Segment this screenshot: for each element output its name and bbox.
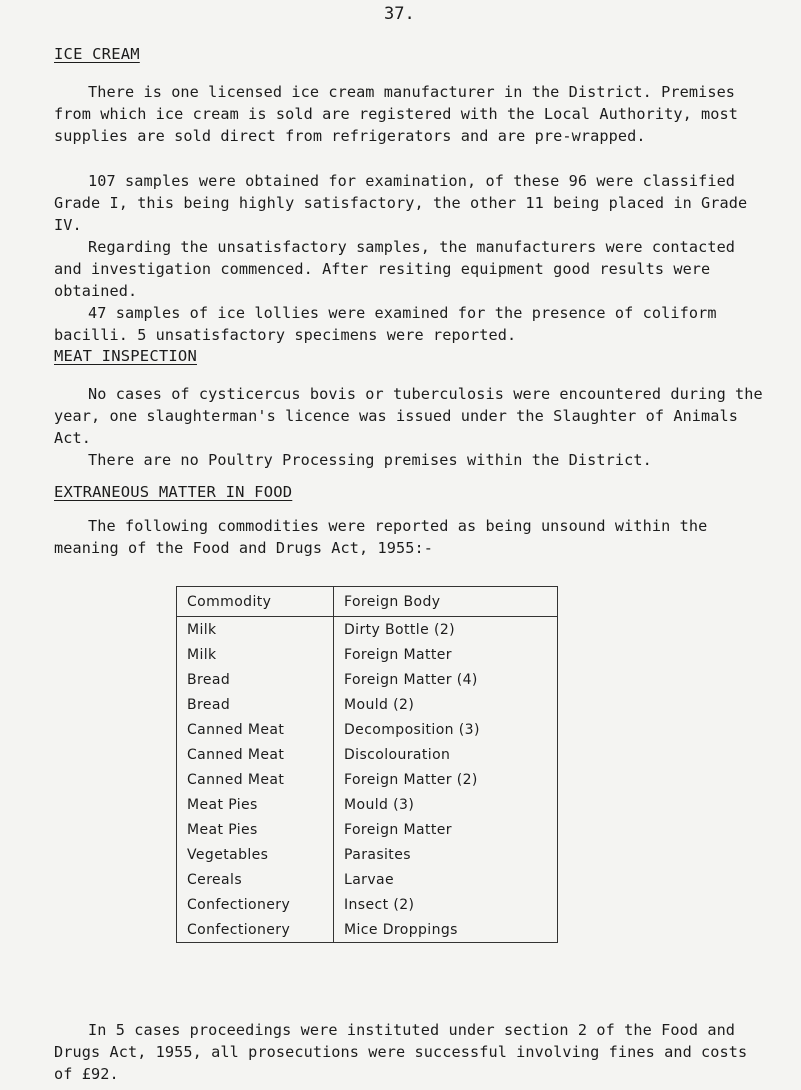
commodity-cell: Confectionery: [177, 917, 334, 943]
header-foreign-body: Foreign Body: [334, 587, 558, 617]
foreign-body-cell: Mould (2): [334, 692, 558, 717]
foreign-body-cell: Discolouration: [334, 742, 558, 767]
commodity-cell: Milk: [177, 617, 334, 643]
commodity-cell: Cereals: [177, 867, 334, 892]
commodity-cell: Meat Pies: [177, 817, 334, 842]
commodity-cell: Bread: [177, 667, 334, 692]
table-row: [177, 892, 558, 917]
table-row: [177, 917, 558, 943]
ice-cream-paragraph-3: Regarding the unsatisfactory samples, the manufacturers were contacted and investigation commenced. After resiting equipment good results were obtained.: [54, 238, 736, 300]
meat-inspection-paragraph-2: There are no Poultry Processing premises within the District.: [88, 451, 652, 469]
table-row: [177, 792, 558, 817]
table-row: [177, 867, 558, 892]
commodity-cell: Canned Meat: [177, 742, 334, 767]
table-row: [177, 842, 558, 867]
commodity-cell: Milk: [177, 642, 334, 667]
table-row: [177, 767, 558, 792]
table-row: [177, 817, 558, 842]
commodity-cell: Meat Pies: [177, 792, 334, 817]
table-row: [177, 742, 558, 767]
foreign-body-cell: Larvae: [334, 867, 558, 892]
foreign-body-cell: Foreign Matter (2): [334, 767, 558, 792]
foreign-body-cell: Insect (2): [334, 892, 558, 917]
foreign-body-cell: Mould (3): [334, 792, 558, 817]
closing-paragraph: In 5 cases proceedings were instituted under section 2 of the Food and Drugs Act, 1955, all prosecutions were successful involving fines and costs of £92.: [54, 1021, 748, 1083]
commodity-cell: Vegetables: [177, 842, 334, 867]
foreign-body-cell: Foreign Matter (4): [334, 667, 558, 692]
commodity-cell: Canned Meat: [177, 717, 334, 742]
ice-cream-paragraph-2: 107 samples were obtained for examination, of these 96 were classified Grade I, this being highly satisfactory, the other 11 being placed in Grade IV.: [54, 172, 748, 234]
table-row: [177, 667, 558, 692]
table-row: [177, 642, 558, 667]
commodity-cell: Canned Meat: [177, 767, 334, 792]
header-commodity: Commodity: [177, 587, 334, 617]
table-row: [177, 617, 558, 643]
commodity-cell: Confectionery: [177, 892, 334, 917]
page-number: 37.: [384, 4, 415, 24]
table-header-row: [177, 587, 558, 617]
unsound-commodities-table: [176, 586, 558, 943]
heading-meat-inspection: MEAT INSPECTION: [54, 347, 197, 365]
ice-cream-paragraph-4: 47 samples of ice lollies were examined for the presence of coliform bacilli. 5 unsatisfactory specimens were reported.: [54, 304, 717, 344]
foreign-body-cell: Foreign Matter: [334, 817, 558, 842]
extraneous-paragraph-1: The following commodities were reported as being unsound within the meaning of the Food and Drugs Act, 1955:-: [54, 517, 708, 557]
foreign-body-cell: Parasites: [334, 842, 558, 867]
table-row: [177, 692, 558, 717]
heading-extraneous-matter: EXTRANEOUS MATTER IN FOOD: [54, 483, 293, 501]
foreign-body-cell: Dirty Bottle (2): [334, 617, 558, 643]
heading-ice-cream: ICE CREAM: [54, 45, 140, 63]
meat-inspection-paragraph-1: No cases of cysticercus bovis or tuberculosis were encountered during the year, one slaughterman's licence was issued under the Slaughter of Animals Act.: [54, 385, 763, 447]
foreign-body-cell: Foreign Matter: [334, 642, 558, 667]
foreign-body-cell: Decomposition (3): [334, 717, 558, 742]
ice-cream-paragraph-1: There is one licensed ice cream manufacturer in the District. Premises from which ice cream is sold are registered with the Local Authority, most supplies are sold direct from refrigerators and are pre-wrapped.: [54, 83, 739, 145]
foreign-body-cell: Mice Droppings: [334, 917, 558, 943]
table-row: [177, 717, 558, 742]
commodity-cell: Bread: [177, 692, 334, 717]
